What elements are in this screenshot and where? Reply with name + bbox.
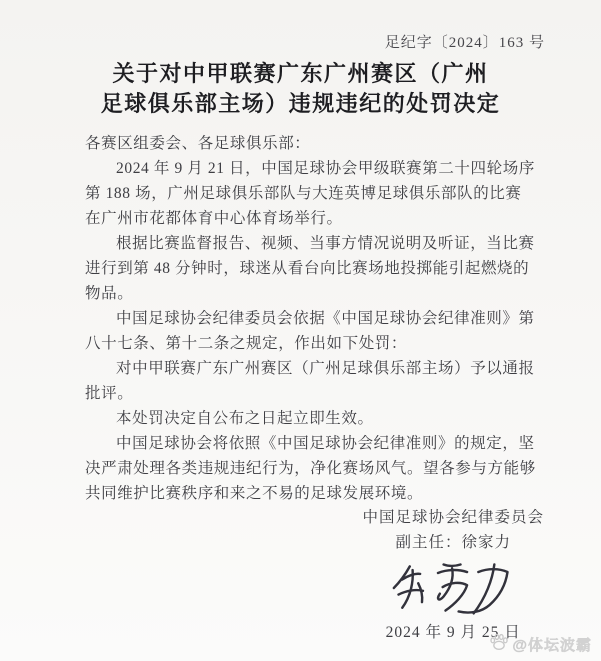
document-number: 足纪字〔2024〕163 号 (384, 35, 545, 51)
document-title (0, 59, 601, 119)
body-line: 中国足球协会将依照《中国足球协会纪律准则》的规定，坚 (116, 435, 535, 452)
body-line: 第 188 场，广州足球俱乐部队与大连英博足球俱乐部队的比赛 (85, 185, 522, 202)
signature-date: 2024 年 9 月 25 日 (385, 624, 521, 641)
body-line: 本处罚决定自公布之日起立即生效。 (116, 410, 374, 427)
signature-organization: 中国足球协会纪律委员会 (362, 509, 544, 526)
document-title-line-1: 关于对中甲联赛广东广州赛区（广州 (112, 61, 489, 86)
body-line: 2024 年 9 月 21 日，中国足球协会甲级联赛第二十四轮场序 (116, 160, 535, 177)
signature-signer-title: 副主任：徐家力 (395, 534, 511, 551)
body-line: 决严肃处理各类违规违纪行为，净化赛场风气。望各参与方能够 (85, 460, 536, 477)
body-line: 进行到第 48 分钟时，球迷从看台向比赛场地投掷能引起燃烧的 (85, 260, 530, 277)
body-line: 批评。 (85, 385, 134, 402)
salutation: 各赛区组委会、各足球俱乐部： (85, 135, 311, 152)
document-title-line-2: 足球俱乐部主场）违规违纪的处罚决定 (100, 91, 501, 116)
document-body (85, 131, 557, 506)
body-line: 八十七条、第十二条之规定，作出如下处罚： (85, 335, 408, 352)
body-line: 共同维护比赛秩序和来之不易的足球发展环境。 (85, 485, 424, 502)
watermark (489, 632, 592, 656)
body-line: 对中甲联赛广东广州赛区（广州足球俱乐部主场）予以通报 (116, 360, 535, 377)
body-line: 根据比赛监督报告、视频、当事方情况说明及听证，当比赛 (116, 235, 535, 252)
watermark-text: @体坛波霸 (512, 636, 592, 654)
body-line: 中国足球协会纪律委员会依据《中国足球协会纪律准则》第 (116, 310, 535, 327)
signature-block (362, 505, 544, 645)
body-line: 在广州市花都体育中心体育场举行。 (85, 210, 343, 227)
body-line: 物品。 (85, 285, 134, 302)
paw-icon (489, 632, 509, 656)
handwritten-signature (384, 557, 522, 619)
